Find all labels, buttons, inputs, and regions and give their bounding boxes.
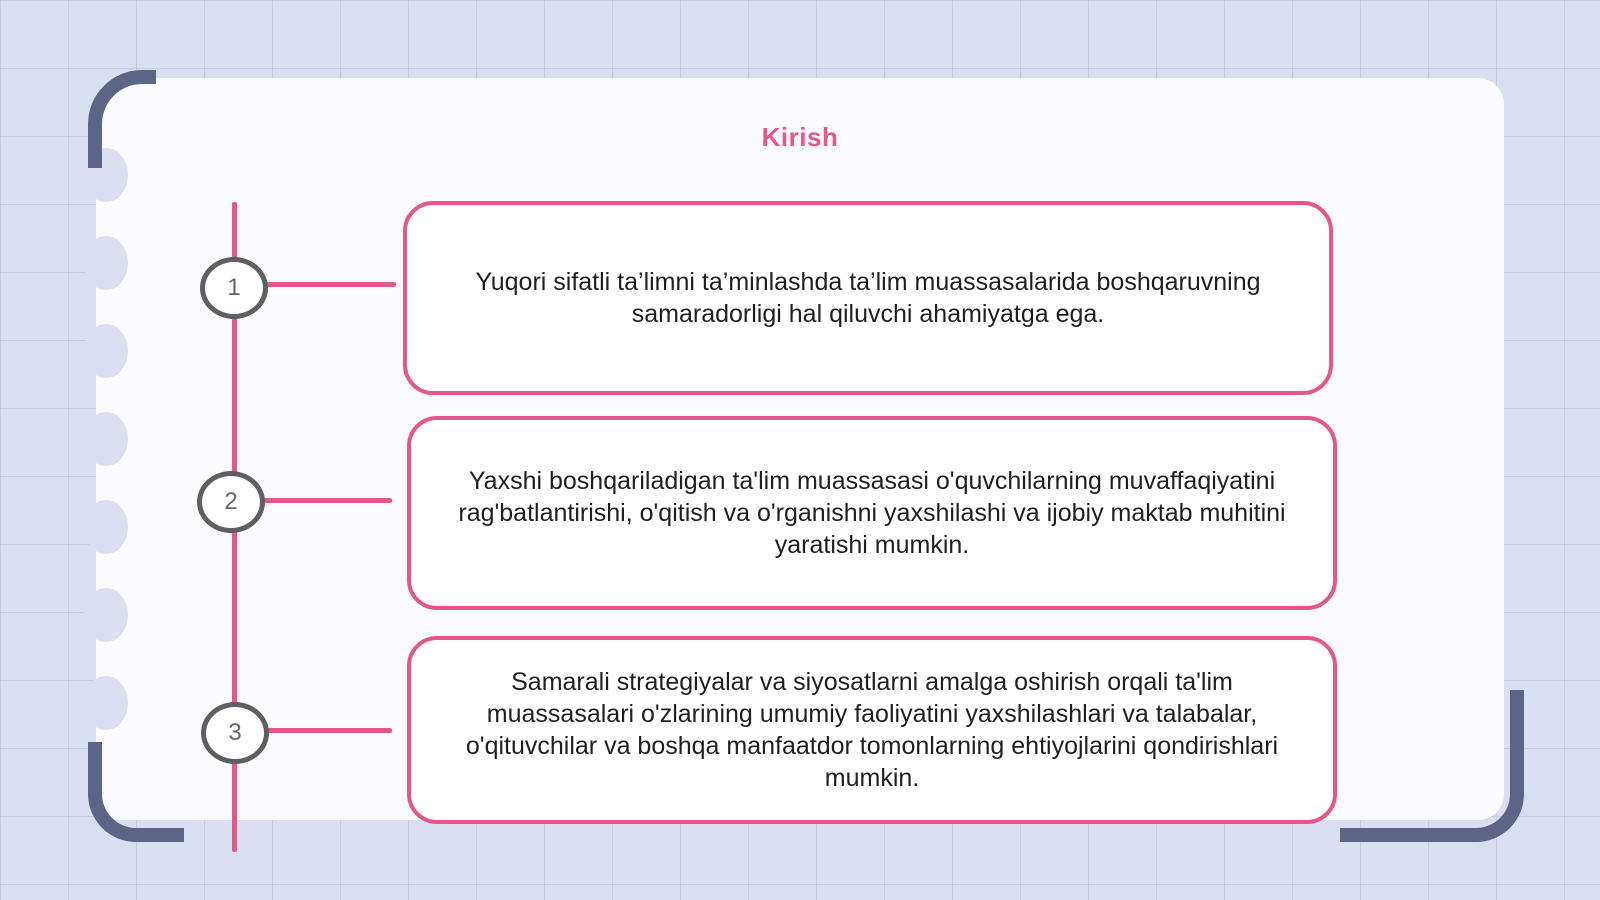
corner-bracket-bottom-left xyxy=(88,742,184,842)
point-text: Yuqori sifatli ta’limni ta’minlashda ta’lim muassasalarida boshqaruvning samaradorligi hal qiluvchi ahamiyatga ega. xyxy=(475,268,1261,328)
card-edge-scallop xyxy=(84,588,128,642)
slide-title: Kirish xyxy=(761,122,839,152)
card-edge-scallop xyxy=(84,676,128,730)
card-edge-scallop xyxy=(84,236,128,290)
timeline-node-3 xyxy=(201,702,269,764)
card-edge-scallop xyxy=(84,412,128,466)
node-number: 3 xyxy=(228,719,242,746)
corner-bracket-top-left xyxy=(88,70,156,168)
card-edge-scallop xyxy=(84,324,128,378)
timeline-connector xyxy=(262,282,396,287)
timeline-connector xyxy=(258,498,392,503)
corner-bracket-bottom-right xyxy=(1340,690,1524,842)
timeline-connector xyxy=(262,728,392,733)
card-edge-scallop xyxy=(84,500,128,554)
point-box-2 xyxy=(407,416,1337,610)
point-text: Samarali strategiyalar va siyosatlarni amalga oshirish orqali ta'lim muassasalari o'zlarining umumiy faoliyatini yaxshilashlari va talabalar, o'qituvchilar va boshqa manfaatdor tomonlarning ehtiyojlarini qondirishlari mumkin. xyxy=(465,668,1279,792)
point-box-3 xyxy=(407,636,1337,824)
point-box-1 xyxy=(403,201,1333,395)
timeline-node-2 xyxy=(197,471,265,533)
point-text: Yaxshi boshqariladigan ta'lim muassasasi o'quvchilarning muvaffaqiyatini rag'batlantirishi, o'qitish va o'rganishni yaxshilashi va ijobiy maktab muhitini yaratishi mumkin. xyxy=(458,467,1286,559)
node-number: 1 xyxy=(227,274,241,301)
timeline-node-1 xyxy=(200,257,268,319)
node-number: 2 xyxy=(224,488,238,515)
